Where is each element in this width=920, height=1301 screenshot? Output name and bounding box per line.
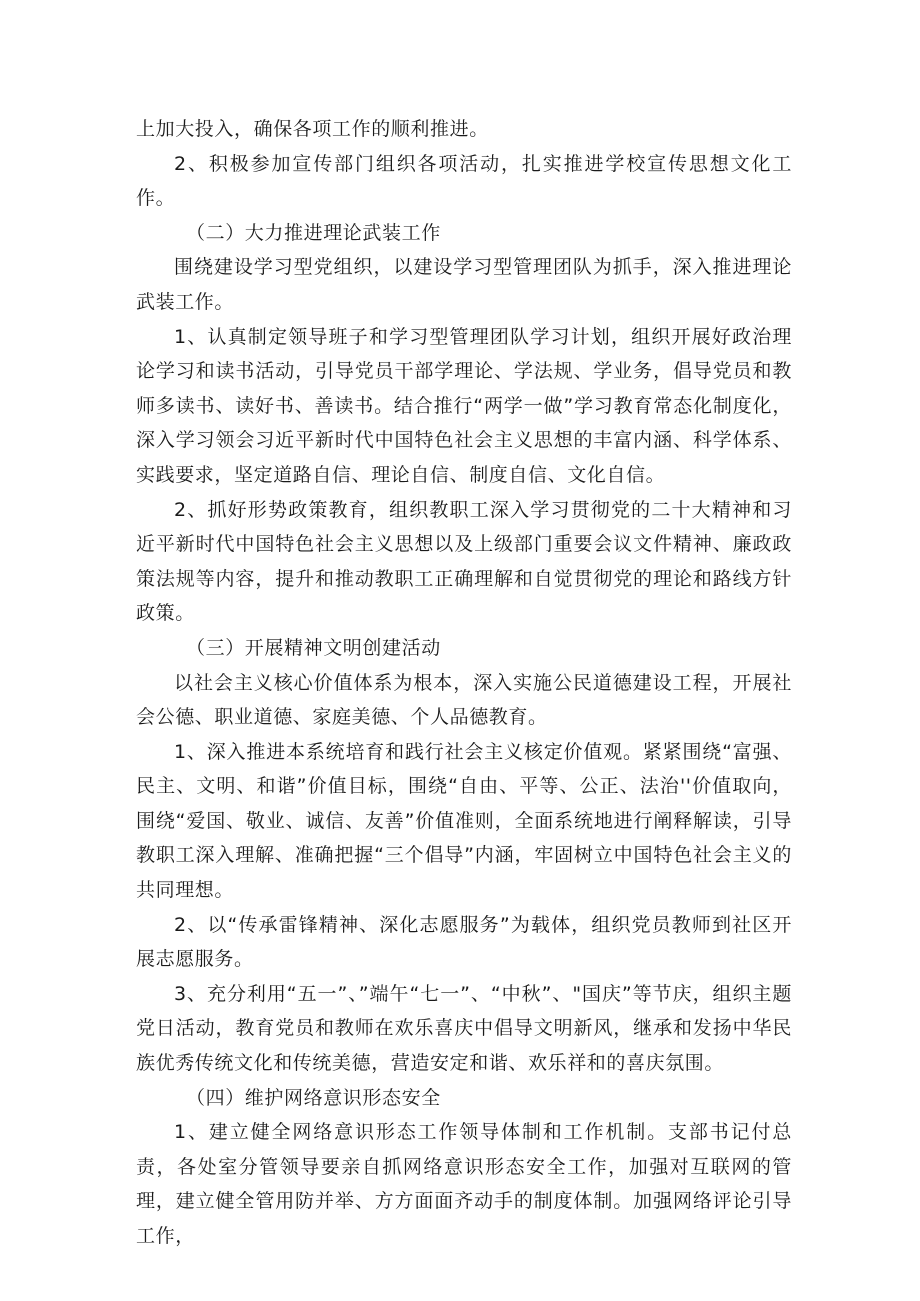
paragraph-item-1-study-plan: 1、认真制定领导班子和学习型管理团队学习计划，组织开展好政治理论学习和读书活动，引导党员干部学理论、学法规、学业务，倡导党员和教师多读书、读好书、善读书。结合推行“两学一做”学习教育常态化制度化，深入学习领会习近平新时代中国特色社会主义思想的丰富内涵、科学体系、实践要求，坚定道路自信、理论自信、制度自信、文化自信。 [136,325,792,486]
paragraph-item-2-propaganda: 2、积极参加宣传部门组织各项活动，扎实推进学校宣传思想文化工作。 [136,152,792,210]
paragraph-item-3-festivals: 3、充分利用“五一”、”端午“七一”、“中秋”、"国庆”等节庆，组织主题党日活动，教育党员和教师在欢乐喜庆中倡导文明新风，继承和发扬中华民族优秀传统文化和传统美德，营造安定和谐、欢乐祥和的喜庆氛围。 [136,982,792,1075]
section-heading-2: （二）大力推进理论武装工作 [186,221,441,244]
paragraph-section-2-intro: 围绕建设学习型党组织，以建设学习型管理团队为抓手，深入推进理论武装工作。 [136,256,792,313]
document-body [136,112,792,1254]
paragraph-item-1-network-security: 1、建立健全网络意识形态工作领导体制和工作机制。支部书记付总责，各处室分管领导要亲自抓网络意识形态安全工作，加强对互联网的管理，建立健全管用防并举、方方面面齐动手的制度体制。加强网络评论引导工作， [136,1121,792,1247]
paragraph-section-3-intro: 以社会主义核心价值体系为根本，深入实施公民道德建设工程，开展社会公德、职业道德、家庭美德、个人品德教育。 [136,671,792,729]
paragraph-continued: 上加大投入，确保各项工作的顺利推进。 [136,118,489,140]
paragraph-item-2-volunteer: 2、以“传承雷锋精神、深化志愿服务”为载体，组织党员教师到社区开展志愿服务。 [136,913,792,971]
section-heading-4: （四）维护网络意识形态安全 [186,1086,441,1109]
paragraph-item-2-policy-education: 2、抓好形势政策教育，组织教职工深入学习贯彻党的二十大精神和习近平新时代中国特色社会主义思想以及上级部门重要会议文件精神、廉政政策法规等内容，提升和推动教职工正确理解和自觉贯彻党的理论和路线方针政策。 [136,498,792,625]
section-heading-3: （三）开展精神文明创建活动 [186,636,441,659]
paragraph-item-1-core-values: 1、深入推进本系统培育和践行社会主义核定价值观。紧紧围绕“富强、民主、文明、和谐”价值目标，围绕“自由、平等、公正、法治''价值取向，围绕“爱国、敬业、诚信、友善”价值准则，全面系统地进行阐释解读，引导教职工深入理解、准确把握“三个倡导”内涵，牢固树立中国特色社会主义的共同理想。 [136,740,792,902]
